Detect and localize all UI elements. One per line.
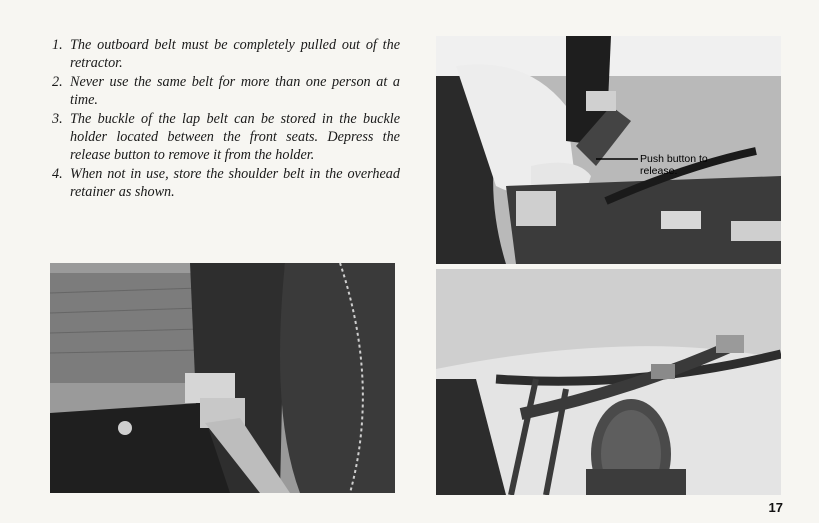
- buckle-release-photo: [436, 36, 781, 264]
- instruction-text: The outboard belt must be completely pulled out of the retractor.: [70, 37, 400, 72]
- instruction-number: 3.: [52, 110, 63, 127]
- instruction-item: [52, 73, 400, 110]
- instruction-text: The buckle of the lap belt can be stored in the buckle holder located between the front seats. Depress the release button to remove it from the holder.: [70, 110, 400, 164]
- instruction-number: 2.: [52, 73, 63, 90]
- overhead-retainer-photo: [436, 269, 781, 495]
- instruction-item: [52, 36, 400, 73]
- instruction-text: When not in use, store the shoulder belt in the overhead retainer as shown.: [70, 165, 400, 201]
- instruction-text: Never use the same belt for more than one person at a time.: [70, 73, 400, 109]
- release-button-callout: Push button to release.: [640, 153, 708, 177]
- instruction-item: [52, 165, 400, 202]
- page-number: 17: [768, 500, 783, 515]
- instruction-item: [52, 110, 400, 165]
- seats-buckle-holder-photo: [50, 263, 395, 493]
- instruction-number: 4.: [52, 165, 63, 182]
- instruction-list: [52, 36, 400, 202]
- instruction-number: 1.: [52, 37, 63, 53]
